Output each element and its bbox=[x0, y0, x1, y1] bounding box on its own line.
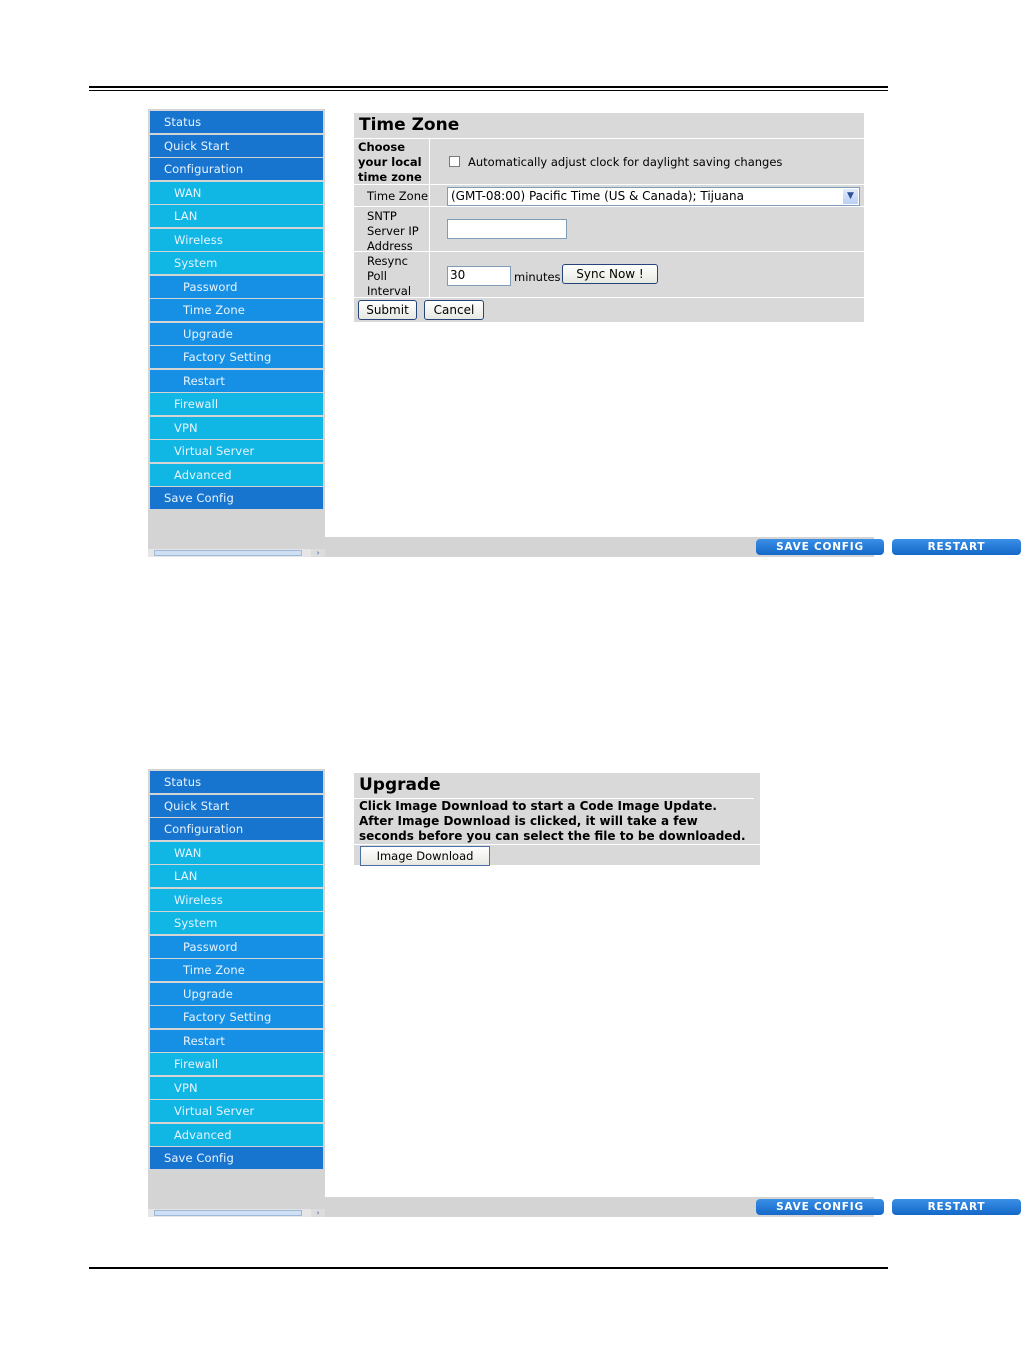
timezone-select-value: (GMT-08:00) Pacific Time (US & Canada); Tijuana bbox=[451, 189, 744, 203]
bottom-bar bbox=[325, 1197, 986, 1217]
image-download-button[interactable]: Image Download bbox=[360, 846, 490, 866]
sidebar-item-lan[interactable]: LAN bbox=[150, 205, 323, 227]
sidebar-menu bbox=[150, 771, 323, 1171]
sidebar-item-save-config[interactable]: Save Config bbox=[150, 1147, 323, 1169]
sidebar-item-vpn[interactable]: VPN bbox=[150, 1077, 323, 1099]
sidebar-item-restart[interactable]: Restart bbox=[150, 1030, 323, 1052]
choose-timezone-label: Choose your local time zone bbox=[354, 139, 430, 185]
sidebar-item-virtual-server[interactable]: Virtual Server bbox=[150, 440, 323, 462]
sidebar-item-status[interactable]: Status bbox=[150, 771, 323, 793]
save-config-button[interactable]: SAVE CONFIG bbox=[756, 539, 884, 555]
restart-button[interactable]: RESTART bbox=[892, 539, 1021, 555]
restart-button[interactable]: RESTART bbox=[892, 1199, 1021, 1215]
timezone-screenshot bbox=[148, 109, 986, 557]
sidebar-item-advanced[interactable]: Advanced bbox=[150, 1124, 323, 1146]
sidebar-item-quick-start[interactable]: Quick Start bbox=[150, 795, 323, 817]
sntp-label: SNTP Server IP Address bbox=[354, 207, 430, 252]
chevron-down-icon[interactable]: ▼ bbox=[843, 189, 858, 204]
scrollbar-thumb[interactable] bbox=[154, 1210, 302, 1216]
minutes-label: minutes bbox=[514, 270, 561, 284]
sidebar-item-factory-setting[interactable]: Factory Setting bbox=[150, 1006, 323, 1028]
upgrade-panel bbox=[354, 773, 760, 865]
upgrade-description: Click Image Download to start a Code Image Update. After Image Download is clicked, it will take a few seconds before you can select the file to be downloaded. bbox=[354, 798, 754, 844]
cancel-button[interactable]: Cancel bbox=[424, 300, 484, 320]
sidebar-item-virtual-server[interactable]: Virtual Server bbox=[150, 1100, 323, 1122]
form-actions-row bbox=[354, 297, 864, 323]
dst-checkbox[interactable] bbox=[449, 156, 460, 167]
timezone-label: Time Zone bbox=[354, 185, 430, 207]
sidebar bbox=[148, 769, 325, 1217]
page-top-rule bbox=[89, 86, 888, 91]
page-title: Time Zone bbox=[359, 115, 460, 135]
divider bbox=[354, 844, 760, 845]
sntp-row bbox=[354, 206, 864, 252]
sidebar-scrollbar[interactable] bbox=[148, 549, 325, 557]
sidebar-item-advanced[interactable]: Advanced bbox=[150, 464, 323, 486]
scroll-right-arrow-icon[interactable]: › bbox=[311, 549, 325, 557]
sidebar-scrollbar[interactable] bbox=[148, 1209, 325, 1217]
sidebar-item-status[interactable]: Status bbox=[150, 111, 323, 133]
sidebar-item-time-zone[interactable]: Time Zone bbox=[150, 299, 323, 321]
sidebar-item-save-config[interactable]: Save Config bbox=[150, 487, 323, 509]
submit-button[interactable]: Submit bbox=[358, 300, 417, 320]
timezone-panel bbox=[354, 113, 864, 322]
timezone-row bbox=[354, 184, 864, 207]
sidebar-item-time-zone[interactable]: Time Zone bbox=[150, 959, 323, 981]
sidebar-item-restart[interactable]: Restart bbox=[150, 370, 323, 392]
sidebar-item-upgrade[interactable]: Upgrade bbox=[150, 323, 323, 345]
resync-label: Resync Poll Interval bbox=[354, 252, 430, 298]
sidebar-item-wireless[interactable]: Wireless bbox=[150, 889, 323, 911]
bottom-bar bbox=[325, 537, 986, 557]
page-title: Upgrade bbox=[359, 775, 441, 795]
resync-interval-input[interactable]: 30 bbox=[447, 266, 511, 286]
sidebar-item-wan[interactable]: WAN bbox=[150, 842, 323, 864]
resync-row bbox=[354, 251, 864, 298]
sidebar-item-factory-setting[interactable]: Factory Setting bbox=[150, 346, 323, 368]
dst-row bbox=[354, 138, 864, 185]
scroll-right-arrow-icon[interactable]: › bbox=[311, 1209, 325, 1217]
sync-now-button[interactable]: Sync Now ! bbox=[562, 264, 658, 284]
dst-label: Automatically adjust clock for daylight saving changes bbox=[468, 155, 783, 169]
sidebar-item-upgrade[interactable]: Upgrade bbox=[150, 983, 323, 1005]
scrollbar-thumb[interactable] bbox=[154, 550, 302, 556]
sidebar-item-configuration[interactable]: Configuration bbox=[150, 158, 323, 180]
sidebar-item-password[interactable]: Password bbox=[150, 276, 323, 298]
sidebar bbox=[148, 109, 325, 557]
save-config-button[interactable]: SAVE CONFIG bbox=[756, 1199, 884, 1215]
sidebar-menu bbox=[150, 111, 323, 511]
sntp-server-input[interactable] bbox=[447, 219, 567, 239]
sidebar-item-firewall[interactable]: Firewall bbox=[150, 393, 323, 415]
sidebar-item-wireless[interactable]: Wireless bbox=[150, 229, 323, 251]
sidebar-item-quick-start[interactable]: Quick Start bbox=[150, 135, 323, 157]
sidebar-item-system[interactable]: System bbox=[150, 252, 323, 274]
page-bottom-rule bbox=[89, 1267, 888, 1269]
sidebar-item-password[interactable]: Password bbox=[150, 936, 323, 958]
upgrade-screenshot bbox=[148, 769, 986, 1217]
sidebar-item-wan[interactable]: WAN bbox=[150, 182, 323, 204]
sidebar-item-system[interactable]: System bbox=[150, 912, 323, 934]
sidebar-item-lan[interactable]: LAN bbox=[150, 865, 323, 887]
sidebar-item-firewall[interactable]: Firewall bbox=[150, 1053, 323, 1075]
sidebar-item-vpn[interactable]: VPN bbox=[150, 417, 323, 439]
sidebar-item-configuration[interactable]: Configuration bbox=[150, 818, 323, 840]
timezone-select[interactable] bbox=[447, 187, 860, 206]
